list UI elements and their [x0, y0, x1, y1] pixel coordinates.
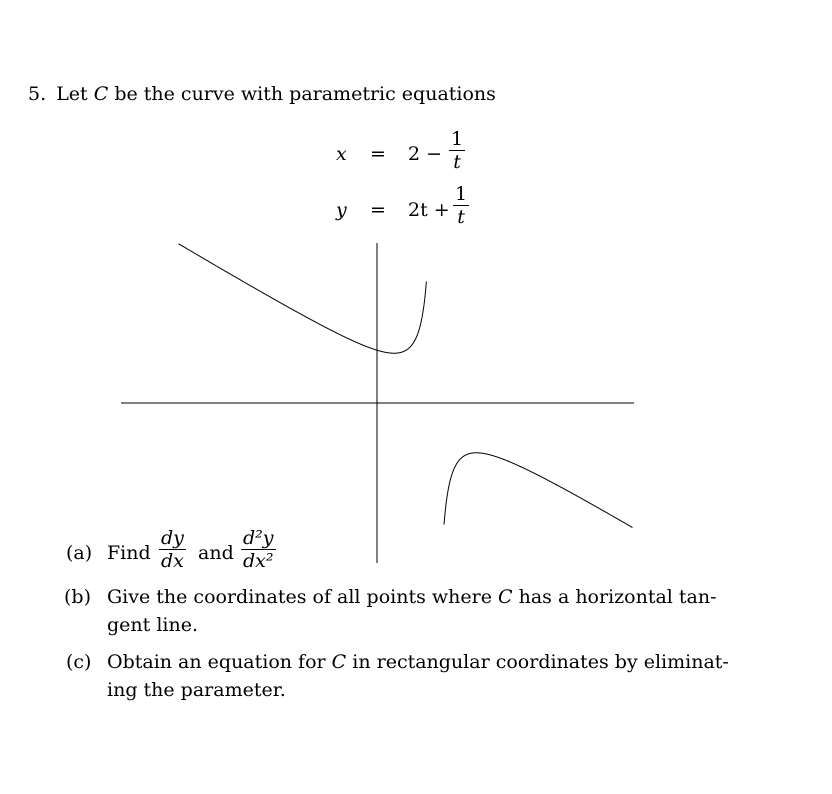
curve-symbol: C: [93, 83, 109, 105]
part-c-text-prefix: Obtain an equation for: [107, 651, 326, 673]
y-fraction-denominator: t: [457, 206, 465, 228]
curve-branch-positive-t: [179, 244, 427, 353]
x-rhs-term: 2 −: [408, 143, 443, 165]
part-c-curve-symbol: C: [331, 651, 347, 673]
y-equals-sign: =: [370, 199, 386, 221]
intro-prefix: Let: [56, 83, 88, 105]
intro-suffix: be the curve with parametric equations: [114, 83, 496, 105]
part-b-label: (b): [64, 586, 91, 608]
y-fraction-numerator: 1: [455, 183, 468, 205]
part-c-label: (c): [66, 651, 92, 673]
part-c-line-1: [107, 650, 729, 674]
second-derivative-numerator: d²y: [243, 527, 274, 549]
second-derivative-fraction: [241, 527, 276, 572]
part-b-line-1: [107, 585, 717, 609]
part-b-text-prefix: Give the coordinates of all points where: [107, 586, 492, 608]
x-variable: x: [336, 143, 347, 165]
y-variable: y: [336, 199, 347, 221]
part-a-find: Find: [107, 542, 151, 564]
x-equals-sign: =: [370, 143, 386, 165]
y-rhs-term: 2t +: [408, 199, 450, 221]
curve-branch-negative-t: [444, 453, 632, 528]
part-b-text-suffix: has a horizontal tan-: [518, 586, 717, 608]
x-fraction-denominator: t: [453, 151, 461, 173]
first-derivative-denominator: dx: [161, 550, 184, 572]
part-b-curve-symbol: C: [498, 586, 513, 608]
problem-number: 5.: [28, 83, 47, 105]
part-c-line-2: ing the parameter.: [107, 679, 286, 701]
first-derivative-fraction: [159, 527, 186, 572]
part-c-text-suffix: in rectangular coordinates by eliminat-: [352, 651, 729, 673]
first-derivative-numerator: dy: [161, 527, 184, 549]
second-derivative-denominator: dx²: [243, 550, 274, 572]
x-fraction-numerator: 1: [451, 128, 464, 150]
part-a-and: and: [198, 542, 234, 564]
part-b-line-2: gent line.: [107, 614, 198, 636]
part-a-label: (a): [66, 542, 93, 564]
